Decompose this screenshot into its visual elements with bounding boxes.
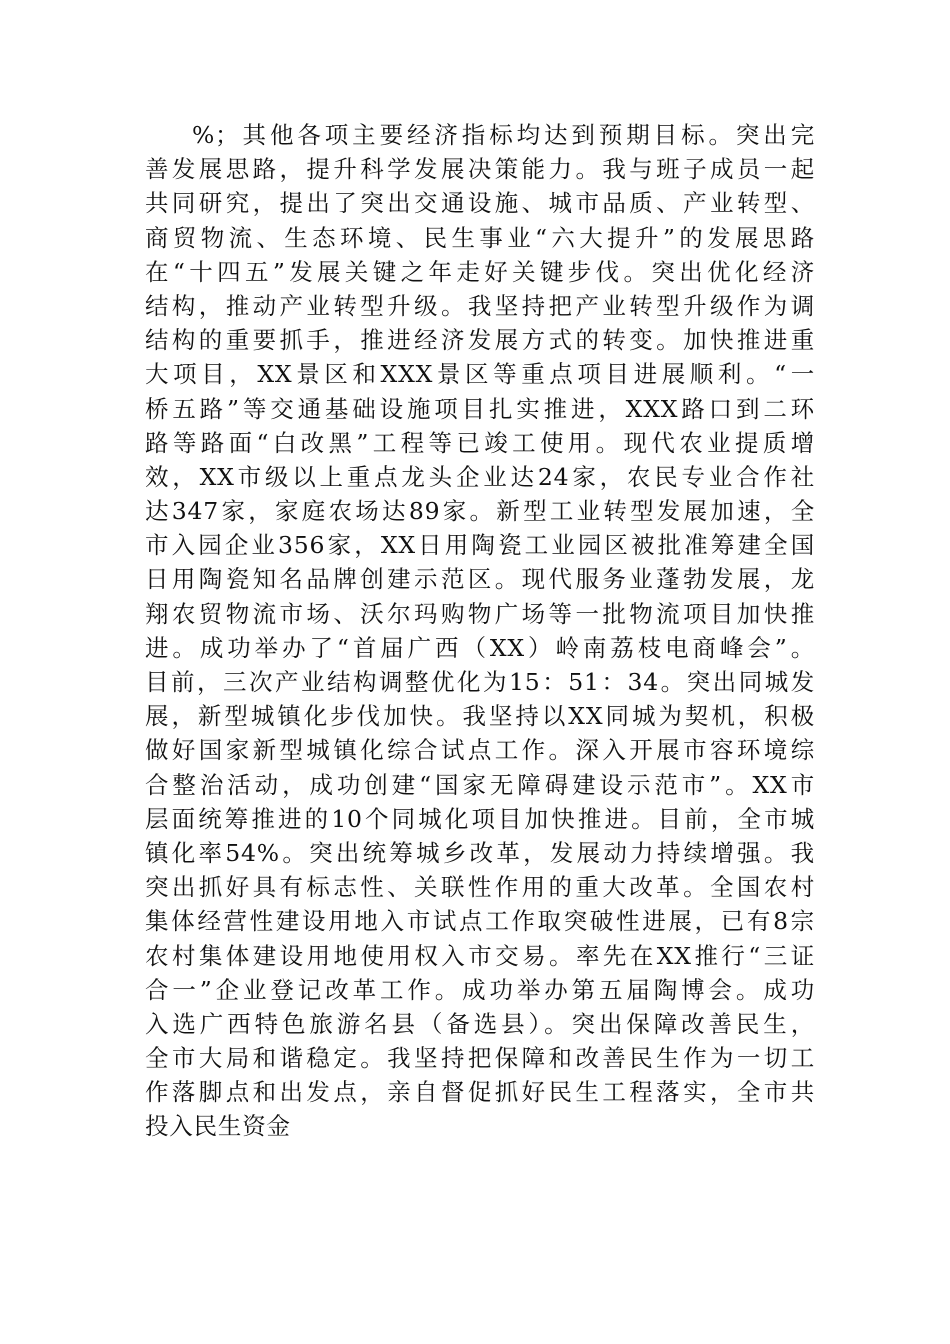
text-line: 结构的重要抓手，推进经济发展方式的转变。加快推进重 xyxy=(145,326,815,355)
text-line: 路等路面“白改黑”工程等已竣工使用。现代农业提质增 xyxy=(145,428,815,457)
text-line: 善发展思路，提升科学发展决策能力。我与班子成员一起 xyxy=(145,155,815,184)
text-line: 翔农贸物流市场、沃尔玛购物广场等一批物流项目加快推 xyxy=(145,599,815,628)
text-line: 镇化率54%。突出统筹城乡改革，发展动力持续增强。我 xyxy=(145,838,815,867)
text-line: 桥五路”等交通基础设施项目扎实推进，XXX路口到二环 xyxy=(145,394,815,423)
text-line: 合一”企业登记改革工作。成功举办第五届陶博会。成功 xyxy=(145,975,815,1004)
text-line: 目前，三次产业结构调整优化为15：51：34。突出同城发 xyxy=(145,668,815,696)
text-line: 达347家，家庭农场达89家。新型工业转型发展加速，全 xyxy=(145,497,815,526)
text-line: 进。成功举办了“首届广西（XX）岭南荔枝电商峰会”。 xyxy=(145,633,815,662)
text-line: 作落脚点和出发点，亲自督促抓好民生工程落实，全市共 xyxy=(145,1078,815,1107)
text-line: 共同研究，提出了突出交通设施、城市品质、产业转型、 xyxy=(145,189,815,218)
text-line: 农村集体建设用地使用权入市交易。率先在XX推行“三证 xyxy=(145,941,815,970)
text-line: 商贸物流、生态环境、民生事业“六大提升”的发展思路 xyxy=(145,223,815,252)
text-line: 展，新型城镇化步伐加快。我坚持以XX同城为契机，积极 xyxy=(145,702,815,731)
text-line: 市入园企业356家，XX日用陶瓷工业园区被批准筹建全国 xyxy=(145,531,815,560)
text-line: %；其他各项主要经济指标均达到预期目标。突出完 xyxy=(192,121,815,149)
text-line: 突出抓好具有标志性、关联性作用的重大改革。全国农村 xyxy=(145,873,815,902)
text-line: 全市大局和谐稳定。我坚持把保障和改善民生作为一切工 xyxy=(145,1044,815,1073)
text-line: 入选广西特色旅游名县（备选县）。突出保障改善民生， xyxy=(145,1009,815,1038)
text-line: 层面统筹推进的10个同城化项目加快推进。目前，全市城 xyxy=(145,804,815,833)
text-line: 在“十四五”发展关键之年走好关键步伐。突出优化经济 xyxy=(145,257,815,286)
body-paragraph xyxy=(145,118,815,1144)
text-line: 合整治活动，成功创建“国家无障碍建设示范市”。XX市 xyxy=(145,770,815,799)
text-line: 大项目，XX景区和XXX景区等重点项目进展顺利。“一 xyxy=(145,360,815,389)
text-line: 日用陶瓷知名品牌创建示范区。现代服务业蓬勃发展，龙 xyxy=(145,565,815,594)
text-line: 投入民生资金 xyxy=(145,1112,291,1141)
text-line: 集体经营性建设用地入市试点工作取突破性进展，已有8宗 xyxy=(145,907,815,936)
text-line: 效，XX市级以上重点龙头企业达24家，农民专业合作社 xyxy=(145,462,815,491)
text-line: 结构，推动产业转型升级。我坚持把产业转型升级作为调 xyxy=(145,291,815,320)
text-line: 做好国家新型城镇化综合试点工作。深入开展市容环境综 xyxy=(145,736,815,765)
